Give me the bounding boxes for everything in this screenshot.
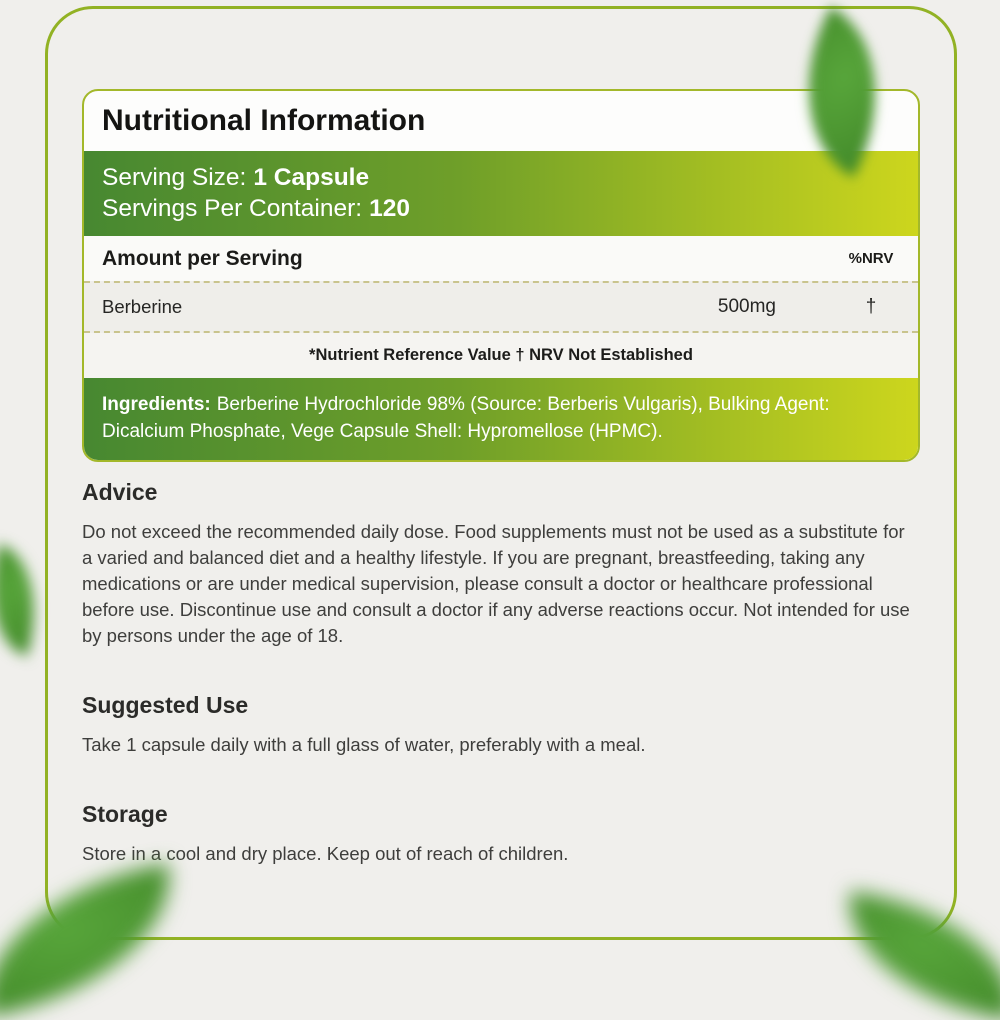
suggested-use-heading: Suggested Use (82, 692, 249, 718)
info-sections (82, 479, 920, 910)
advice-heading: Advice (82, 479, 158, 505)
storage-text: Store in a cool and dry place. Keep out of reach of children. (82, 843, 569, 864)
servings-per-container-line (102, 193, 900, 224)
ingredients-text: Berberine Hydrochloride 98% (Source: Berberis Vulgaris), Bulking Agent: Dicalcium Phosphate, Vege Capsule Shell: Hypromellose (HPMC). (102, 394, 830, 442)
leaf-decoration-bottom-left (0, 863, 189, 1017)
storage-section (82, 801, 920, 867)
nrv-header: %NRV (848, 250, 894, 267)
serving-size-value: 1 Capsule (253, 164, 370, 191)
nutrient-nrv-value: † (865, 296, 877, 317)
advice-section (82, 479, 920, 649)
ingredients-bar (84, 378, 918, 460)
leaf-decoration-bottom-right (836, 891, 1000, 1020)
table-header-row (84, 236, 918, 281)
servings-per-container-label: Servings Per Container: (102, 195, 363, 222)
servings-per-container-value: 120 (369, 195, 410, 222)
advice-text: Do not exceed the recommended daily dose. Food supplements must not be used as a substitute for a varied and balanced diet and a healthy lifestyle. If you are pregnant, breastfeeding, taking any medications or are under medical supervision, please consult a doctor or healthcare professional before use. Discontinue use and consult a doctor if any adverse reactions occur. Not intended for use by persons under the age of 18. (82, 521, 910, 646)
suggested-use-text: Take 1 capsule daily with a full glass of water, preferably with a meal. (82, 734, 646, 755)
nutrition-label-title: Nutritional Information (102, 104, 426, 137)
nutrient-name: Berberine (102, 296, 183, 317)
amount-per-serving-header: Amount per Serving (102, 246, 303, 270)
nutrition-label-card (82, 89, 920, 462)
serving-size-label: Serving Size: (102, 164, 247, 191)
nrv-footnote: *Nutrient Reference Value † NRV Not Established (84, 333, 918, 378)
table-row (84, 281, 918, 333)
nutrient-amount: 500mg (717, 296, 776, 317)
ingredients-label: Ingredients: (102, 394, 211, 415)
suggested-use-section (82, 692, 920, 758)
storage-heading: Storage (82, 801, 168, 827)
serving-size-line (102, 162, 900, 193)
serving-info-bar (84, 151, 918, 236)
